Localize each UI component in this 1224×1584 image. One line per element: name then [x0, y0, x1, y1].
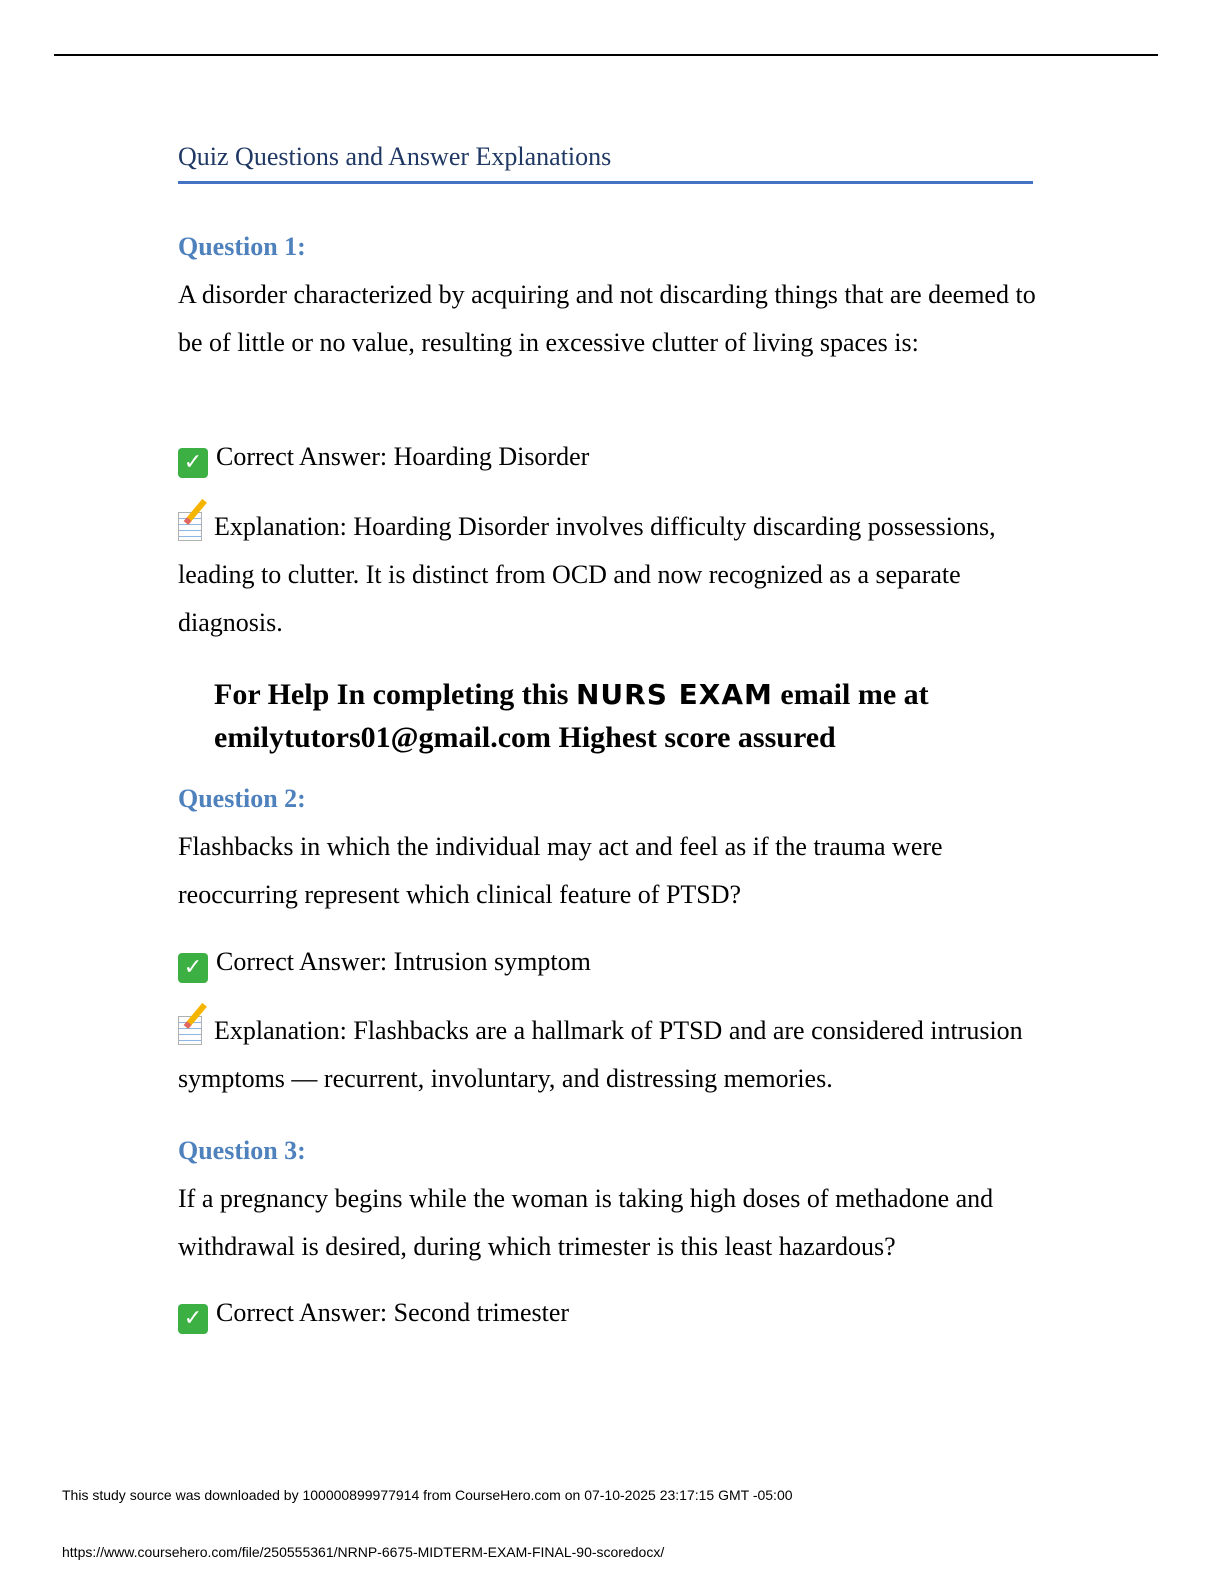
question-2-heading: Question 2:	[178, 784, 306, 813]
promo-line-2: emilytutors01@gmail.com Highest score assured	[214, 721, 836, 754]
promo-line-1	[214, 678, 929, 712]
footer-source-note: This study source was downloaded by 100000899977914 from CourseHero.com on 07-10-2025 23:17:15 GMT -05:00	[62, 1487, 793, 1503]
memo-icon	[178, 1014, 204, 1044]
document-title: Quiz Questions and Answer Explanations	[178, 142, 612, 171]
title-underline	[178, 181, 1033, 184]
check-mark-icon: ✓	[178, 1304, 208, 1334]
question-1-explanation	[178, 503, 1038, 647]
promo-line-1-prefix: For Help In completing this	[214, 678, 576, 711]
question-1-answer-text: Correct Answer: Hoarding Disorder	[216, 442, 590, 471]
question-2-explanation-text: Explanation: Flashbacks are a hallmark of PTSD and are considered intrusion symptoms — recurrent, involuntary, and distressing memories.	[178, 1016, 1023, 1093]
question-1-answer	[178, 442, 589, 478]
question-2-text: Flashbacks in which the individual may act and feel as if the trauma were reoccurring represent which clinical feature of PTSD?	[178, 832, 943, 909]
question-3-answer	[178, 1298, 569, 1334]
question-1-heading: Question 1:	[178, 232, 306, 261]
promo-exam-label: NURS EXAM	[575, 678, 773, 711]
question-2-answer	[178, 947, 591, 983]
memo-icon	[178, 510, 204, 540]
check-mark-icon: ✓	[178, 448, 208, 478]
question-2-explanation	[178, 1007, 1038, 1103]
footer-source-url[interactable]: https://www.coursehero.com/file/250555361/NRNP-6675-MIDTERM-EXAM-FINAL-90-scoredocx/	[62, 1544, 665, 1560]
question-2-answer-text: Correct Answer: Intrusion symptom	[216, 947, 591, 976]
question-3-heading: Question 3:	[178, 1136, 306, 1165]
question-3-text: If a pregnancy begins while the woman is taking high doses of methadone and withdrawal is desired, during which trimester is this least hazardous?	[178, 1184, 994, 1261]
page-top-rule	[54, 54, 1158, 56]
question-1-explanation-text: Explanation: Hoarding Disorder involves difficulty discarding possessions, leading to clutter. It is distinct from OCD and now recognized as a separate diagnosis.	[178, 512, 996, 637]
question-3-answer-text: Correct Answer: Second trimester	[216, 1298, 570, 1327]
check-mark-icon: ✓	[178, 953, 208, 983]
promo-line-1-suffix: email me at	[772, 678, 929, 711]
question-1-text: A disorder characterized by acquiring and not discarding things that are deemed to be of little or no value, resulting in excessive clutter of living spaces is:	[178, 280, 1036, 357]
